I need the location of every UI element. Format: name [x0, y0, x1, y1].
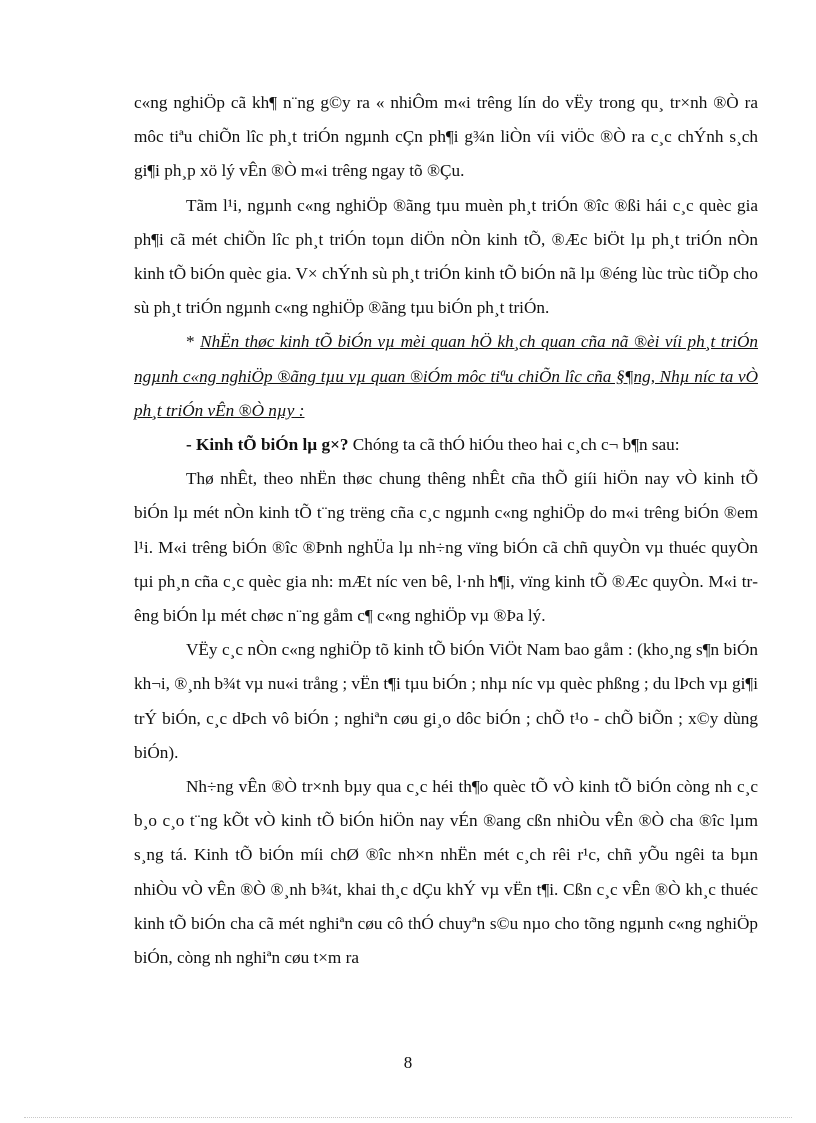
paragraph-2: Tãm l¹i, ngµnh c«ng nghiÖp ®ãng tµu muèn ph¸t triÓn ®îc ®ßi hái c¸c quèc gia ph¶i cã mét chiÕn lîc ph¸t triÓn toµn diÖn nÒn kinh tÕ, ®Æc biÖt lµ ph¸t triÓn nÒn kinh tÕ biÓn quèc gia. V× chÝnh sù ph¸t triÓn kinh tÕ biÓn nã lµ ®éng lùc trùc tiÕp cho sù ph¸t triÓn ngµnh c«ng nghiÖp ®ãng tµu biÓn ph¸t triÓn. — [134, 195, 758, 318]
paragraph-5: Thø nhÊt, theo nhËn thøc chung thêng nhÊt cña thÕ giíi hiÖn nay vÒ kinh tÕ biÓn lµ mét nÒn kinh tÕ t¨ng trëng cña c¸c ngµnh c«ng nghiÖp do m«i trêng biÓn ®em l¹i. M«i trêng biÓn ®îc ®Þnh nghÜa lµ nh÷ng vïng biÓn cã chñ quyÒn vµ thuéc quyÒn tµi ph¸n cña c¸c quèc gia nh: mÆt níc ven bê, l·nh h¶i, vïng kinh tÕ ®Æc quyÒn. M«i trêng biÓn lµ mét chøc n¨ng gåm c¶ c«ng nghiÖp vµ ®Þa lý. — [134, 469, 758, 626]
question-paragraph — [134, 428, 758, 462]
paragraph-6: VËy c¸c nÒn c«ng nghiÖp tõ kinh tÕ biÓn ViÖt Nam bao gåm : (kho¸ng s¶n biÓn kh¬i, ®¸nh b¾t vµ nu«i trång ; vËn t¶i tµu biÓn ; nhµ níc vµ quèc phßng ; du lÞch vµ gi¶i trÝ biÓn, c¸c dÞch vô biÓn ; nghiªn cøu gi¸o dôc biÓn ; chÕ t¹o - chÕ biÕn ; x©y dùng biÓn). — [134, 640, 758, 762]
question-bold-text: - Kinh tÕ biÓn lµ g×? — [186, 435, 349, 455]
document-body — [134, 86, 758, 975]
page-bottom-divider — [24, 1117, 792, 1118]
heading-underlined-text: NhËn thøc kinh tÕ biÓn vµ mèi quan hÖ kh¸ch quan cña nã ®èi víi ph¸t triÓn ngµnh c«ng nghiÖp ®ãng tµu vµ quan ®iÓm môc tiªu chiÕn lîc cña §¶ng, Nhµ níc ta vÒ ph¸t triÓn vÊn ®Ò nµy — [134, 332, 759, 420]
question-rest-text: Chóng ta cã thÓ hiÓu theo hai c¸ch c¬ b¶n sau: — [348, 435, 680, 455]
heading-prefix: * — [186, 332, 201, 352]
paragraph-1: c«ng nghiÖp cã kh¶ n¨ng g©y ra « nhiÔm m«i trêng lín do vËy trong qu¸ tr×nh ®Ò ra môc tiªu chiÕn lîc ph¸t triÓn ngµnh cÇn ph¶i g¾n liÒn víi viÖc ®Ò ra c¸c chÝnh s¸ch gi¶i ph¸p xö lý vÊn ®Ò m«i trêng ngay tõ ®Çu. — [134, 93, 758, 181]
paragraph-7: Nh÷ng vÊn ®Ò tr×nh bµy qua c¸c héi th¶o quèc tÕ vÒ kinh tÕ biÓn còng nh c¸c b¸o c¸o t¨ng kÕt vÒ kinh tÕ biÓn hiÖn nay vÉn ®ang cßn nhiÒu vÊn ®Ò cha ®îc lµm s¸ng tá. Kinh tÕ biÓn míi chØ ®îc nh×n nhËn mét c¸ch rêi r¹c, chñ yÕu ngêi ta bµn nhiÒu vÒ vÊn ®Ò ®¸nh b¾t, khai th¸c dÇu khÝ vµ vËn t¶i. Cßn c¸c vÊn ®Ò kh¸c thuéc kinh tÕ biÓn cha cã mét nghiªn cøu cô thÓ chuyªn s©u nµo cho tõng ngµnh c«ng nghiÖp biÓn, còng nh nghiªn cøu t×m ra — [134, 777, 758, 968]
heading-suffix: : — [294, 400, 305, 420]
page-number: 8 — [403, 1053, 413, 1072]
section-heading — [134, 325, 758, 428]
